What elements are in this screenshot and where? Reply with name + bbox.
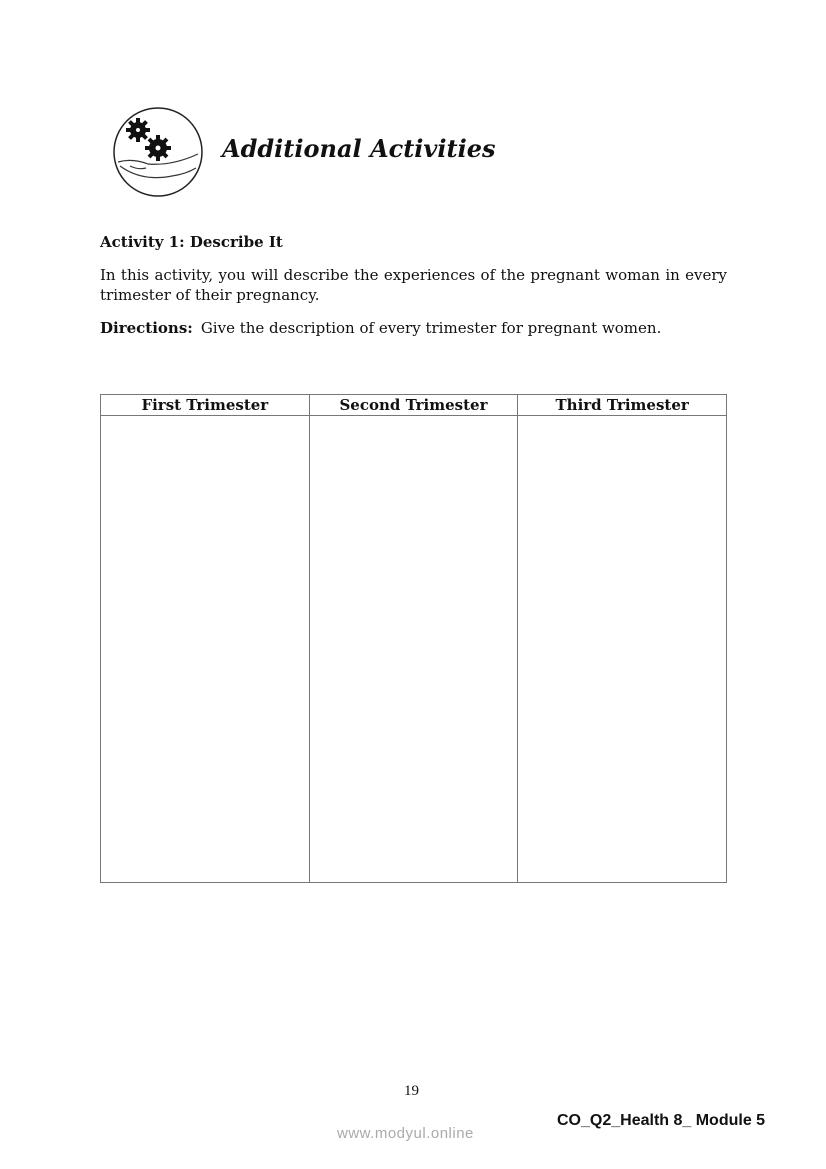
module-label: CO_Q2_Health 8_ Module 5: [557, 1112, 766, 1129]
header-second-trimester: Second Trimester: [309, 395, 518, 416]
answer-cell-second[interactable]: [309, 416, 518, 883]
section-title: Additional Activities: [222, 134, 496, 163]
header-third-trimester: Third Trimester: [518, 395, 727, 416]
directions: [100, 319, 661, 337]
header-first-trimester: First Trimester: [101, 395, 310, 416]
activity-intro: In this activity, you will describe the experiences of the pregnant woman in every trimester of their pregnancy.: [100, 266, 727, 304]
gears-in-hand-icon: [112, 106, 204, 198]
directions-label: Directions:: [100, 319, 193, 337]
activity-heading: Activity 1: Describe It: [100, 233, 283, 251]
directions-text: Give the description of every trimester for pregnant women.: [200, 319, 662, 337]
watermark: www.modyul.online: [337, 1125, 474, 1142]
answer-cell-first[interactable]: [101, 416, 310, 883]
answer-cell-third[interactable]: [518, 416, 727, 883]
page-number: 19: [404, 1083, 419, 1099]
trimester-table: [100, 394, 727, 883]
